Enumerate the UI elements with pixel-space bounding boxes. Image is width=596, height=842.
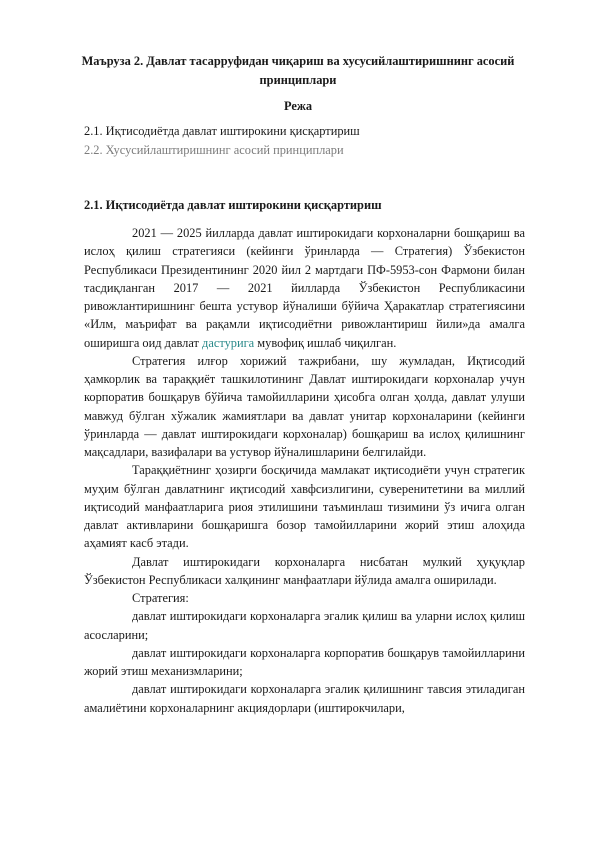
- paragraph: Стратегия:: [132, 591, 189, 605]
- paragraph: давлат иштирокидаги корхоналарга эгалик қилишнинг тавсия этиладиган амалиётини корхоналарнинг акциядорлари (иштирокчилари,: [84, 682, 525, 715]
- paragraph: [84, 224, 525, 352]
- body-text: [84, 224, 525, 717]
- paragraph: Тараққиётнинг ҳозирги босқичида мамлакат иқтисодиёти учун стратегик муҳим бўлган давлатнинг иқтисодий хавфсизлигини, суверенитетини ва миллий иқтисодий манфаатларига риоя этилишини таъминлаш тизимини ўз ичига олган давлат активларини бошқаришга бозор тамойилларини жорий этиш алоҳида аҳамият касб этади.: [84, 463, 525, 551]
- paragraph: Давлат иштирокидаги корхоналарга нисбатан мулкий ҳуқуқлар Ўзбекистон Республикаси халқининг манфаатлари йўлида амалга оширилади.: [84, 554, 525, 587]
- paragraph-text: мувофиқ ишлаб чиқилган.: [254, 335, 397, 350]
- program-link[interactable]: дастурига: [202, 335, 255, 350]
- lecture-title: Маъруза 2. Давлат тасарруфидан чиқариш ва хусусийлаштиришнинг асосий принциплари: [81, 54, 515, 87]
- section-heading: 2.1. Иқтисодиётда давлат иштирокини қисқартириш: [84, 198, 382, 212]
- paragraph: давлат иштирокидаги корхоналарга эгалик қилиш ва уларни ислоҳ қилиш асосларини;: [84, 609, 525, 642]
- table-of-contents: [84, 122, 524, 160]
- toc-item-2-1[interactable]: 2.1. Иқтисодиётда давлат иштирокини қисқартириш: [84, 124, 360, 138]
- toc-item-2-2[interactable]: 2.2. Хусусийлаштиришнинг асосий принциплари: [84, 143, 344, 157]
- paragraph: давлат иштирокидаги корхоналарга корпоратив бошқарув тамойилларини жорий этиш механизмларини;: [84, 645, 525, 678]
- paragraph-text: 2021 — 2025 йилларда давлат иштирокидаги корхоналарни бошқариш ва ислоҳ қилиш стратегияси (кейинги ўринларда — Стратегия) Ўзбекистон Республикаси Президентининг 2020 йил 2 мартдаги ПФ-5953-сон Фармони билан тасдиқланган 2017 — 2021 йилларда Ўзбекистон Республикасини ривожлантиришнинг бешта устувор йўналиши бўйича Ҳаракатлар стратегиясини «Илм, маърифат ва рақамли иқтисодиётни ривожлантириш йили»да амалга оширишга оид давлат: [84, 226, 525, 350]
- paragraph: Стратегия илғор хорижий тажрибани, шу жумладан, Иқтисодий ҳамкорлик ва тараққиёт ташкилотининг Давлат иштирокидаги корхоналар учун корпоратив бошқарув бўйича тамойилларини ҳисобга олган ҳолда, давлат улуши мавжуд бўлган хўжалик жамиятлари ва давлат унитар корхоналарини (кейинги ўринларда — давлат иштирокидаги корхоналар) бошқариш ва ислоҳ қилишнинг мақсадлари, вазифалари ва устувор йўналишларини белгилайди.: [84, 353, 525, 459]
- plan-heading: Режа: [283, 99, 313, 113]
